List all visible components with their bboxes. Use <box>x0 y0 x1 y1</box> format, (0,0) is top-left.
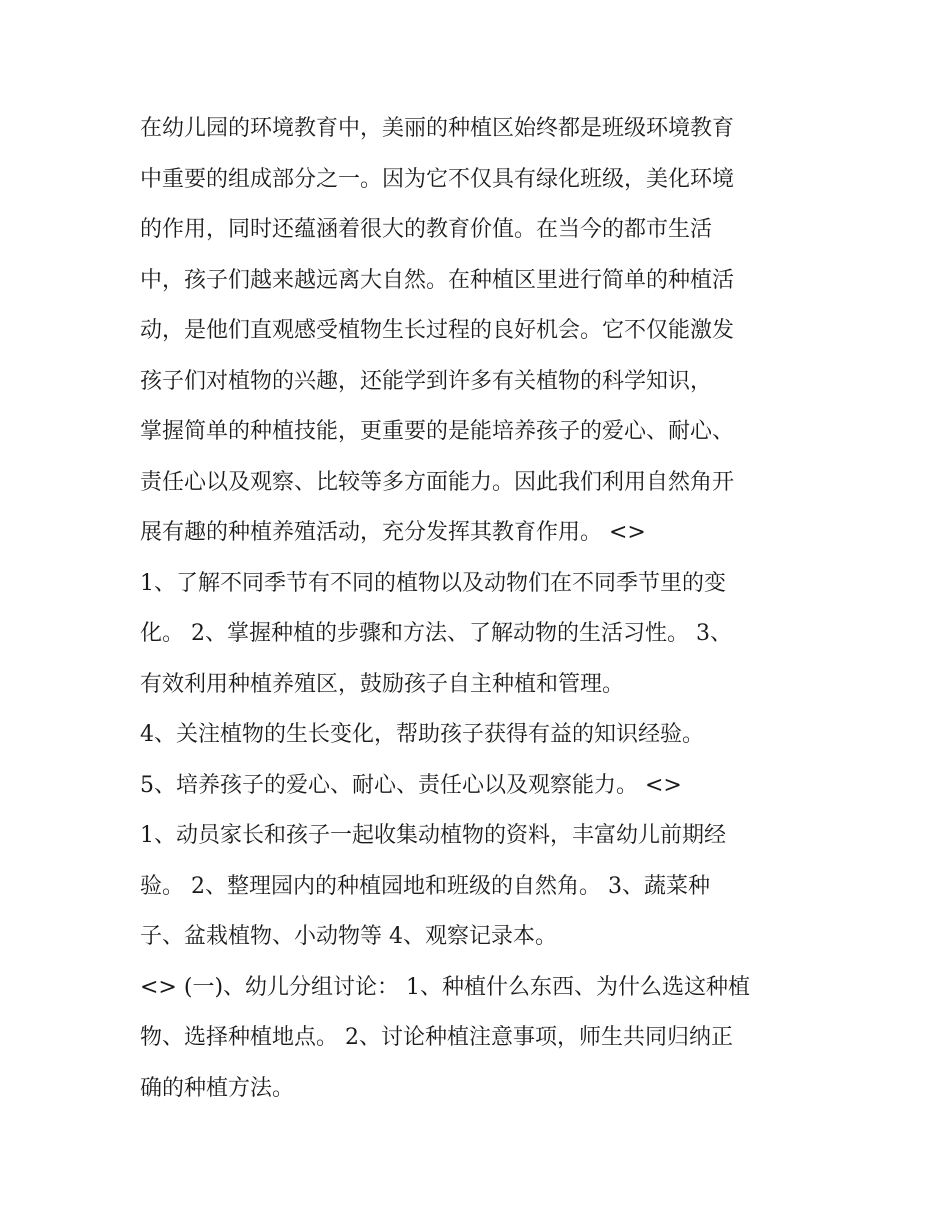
text-line: 验。 2、整理园内的种植园地和班级的自然角。 3、蔬菜种 <box>140 874 710 899</box>
text-line: 的作用，同时还蕴涵着很大的教育价值。在当今的都市生活 <box>140 217 713 242</box>
text-line: 中，孩子们越来越远离大自然。在种植区里进行简单的种植活 <box>140 268 735 293</box>
text-line: 动，是他们直观感受植物生长过程的良好机会。它不仅能激发 <box>140 318 735 343</box>
text-line: 物、选择种植地点。 2、讨论种植注意事项，师生共同归纳正 <box>140 1025 733 1050</box>
text-line: <> (一)、幼儿分组讨论： 1、种植什么东西、为什么选这种植 <box>140 975 751 1000</box>
text-line: 中重要的组成部分之一。因为它不仅具有绿化班级，美化环境 <box>140 167 735 192</box>
text-line: 孩子们对植物的兴趣，还能学到许多有关植物的科学知识， <box>140 369 713 394</box>
text-line: 有效利用种植养殖区，鼓励孩子自主种植和管理。 <box>140 672 625 697</box>
text-line: 5、培养孩子的爱心、耐心、责任心以及观察能力。 <> <box>140 773 682 798</box>
text-line: 确的种植方法。 <box>140 1076 295 1101</box>
text-line: 子、盆栽植物、小动物等 4、观察记录本。 <box>140 924 557 949</box>
text-line: 1、了解不同季节有不同的植物以及动物们在不同季节里的变 <box>140 571 726 596</box>
text-line: 4、关注植物的生长变化，帮助孩子获得有益的知识经验。 <box>140 722 704 747</box>
text-line: 1、动员家长和孩子一起收集动植物的资料，丰富幼儿前期经 <box>140 823 726 848</box>
text-line: 责任心以及观察、比较等多方面能力。因此我们利用自然角开 <box>140 470 735 495</box>
text-line: 化。 2、掌握种植的步骤和方法、了解动物的生活习性。 3、 <box>140 621 732 646</box>
text-line: 展有趣的种植养殖活动，充分发挥其教育作用。 <> <box>140 520 646 545</box>
text-line: 在幼儿园的环境教育中，美丽的种植区始终都是班级环境教育 <box>140 116 735 141</box>
text-line: 掌握简单的种植技能，更重要的是能培养孩子的爱心、耐心、 <box>140 419 735 444</box>
